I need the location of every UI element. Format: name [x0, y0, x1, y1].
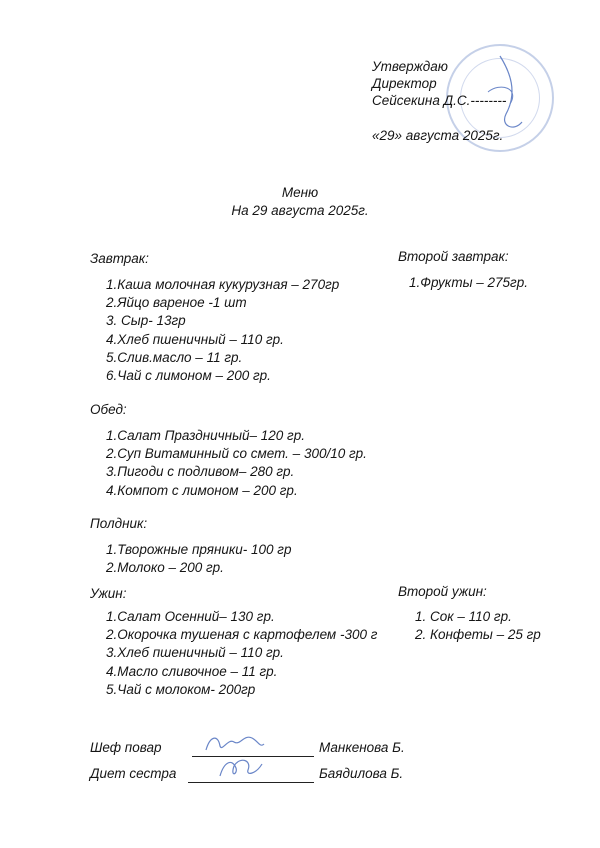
dinner-list — [106, 608, 377, 699]
list-item: 2. Конфеты – 25 гр — [415, 627, 541, 643]
list-item: 2.Яйцо вареное -1 шт — [106, 295, 247, 311]
list-item: 5.Слив.масло – 11 гр. — [106, 349, 243, 365]
list-item: 4.Компот с лимоном – 200 гр. — [106, 482, 298, 498]
lunch-heading: Обед: — [90, 402, 127, 417]
list-item: 1.Салат Осенний– 130 гр. — [106, 609, 275, 624]
dietitian-name: Баядилова Б. — [319, 766, 404, 781]
approval-date: «29» августа 2025г. — [372, 128, 504, 143]
approval-line1: Утверждаю — [372, 59, 448, 74]
approval-block — [372, 58, 506, 109]
page-title — [0, 184, 600, 220]
dinner-heading: Ужин: — [90, 586, 127, 601]
list-item: 3. Сыр- 13гр — [106, 313, 186, 329]
snack-list — [106, 541, 291, 577]
second-breakfast-list — [409, 274, 528, 292]
title-line2: На 29 августа 2025г. — [231, 203, 369, 218]
chef-label: Шеф повар — [90, 740, 162, 755]
dietitian-label: Диет сестра — [90, 766, 177, 781]
second-breakfast-heading: Второй завтрак: — [398, 249, 509, 264]
list-item: 2.Молоко – 200 гр. — [106, 560, 224, 576]
breakfast-heading: Завтрак: — [90, 251, 149, 266]
lunch-list — [106, 427, 367, 500]
second-dinner-heading: Второй ужин: — [398, 584, 487, 599]
list-item: 4.Масло сливочное – 11 гр. — [106, 663, 278, 679]
list-item: 4.Хлеб пшеничный – 110 гр. — [106, 331, 284, 347]
list-item: 1. Сок – 110 гр. — [415, 609, 512, 624]
list-item: 5.Чай с молоком- 200гр — [106, 681, 256, 697]
title-line1: Меню — [281, 185, 319, 200]
dietitian-signature — [212, 752, 272, 784]
list-item: 1.Фрукты – 275гр. — [409, 275, 528, 290]
snack-heading: Полдник: — [90, 516, 148, 531]
list-item: 1.Творожные пряники- 100 гр — [106, 542, 292, 557]
chef-name: Манкенова Б. — [319, 740, 405, 755]
list-item: 2.Суп Витаминный со смет. – 300/10 гр. — [106, 446, 367, 462]
approval-line3: Сейсекина Д.С.-------- — [372, 93, 507, 108]
list-item: 2.Окорочка тушеная с картофелем -300 г — [106, 627, 378, 643]
list-item: 3.Хлеб пшеничный – 110 гр. — [106, 645, 284, 661]
list-item: 1.Салат Праздничный– 120 гр. — [106, 428, 305, 443]
breakfast-list — [106, 276, 339, 385]
list-item: 3.Пигоди с подливом– 280 гр. — [106, 464, 295, 480]
list-item: 1.Каша молочная кукурузная – 270гр — [106, 277, 340, 292]
second-dinner-list — [415, 608, 541, 644]
approval-line2: Директор — [372, 76, 437, 91]
list-item: 6.Чай с лимоном – 200 гр. — [106, 367, 271, 383]
